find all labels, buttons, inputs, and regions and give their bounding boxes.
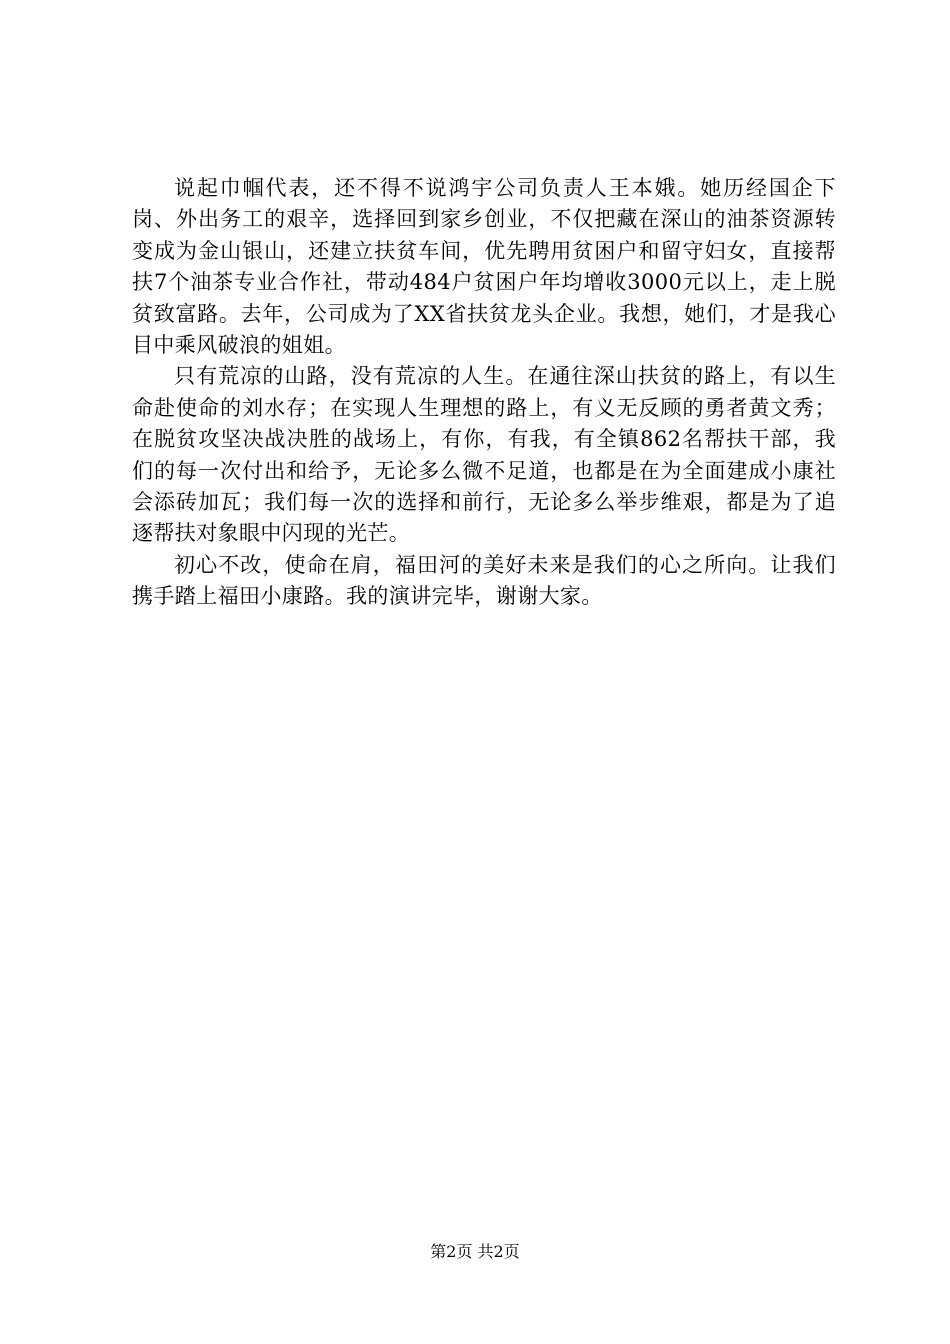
page-number-footer: 第2页 共2页 (430, 1242, 520, 1261)
paragraph-1: 说起巾帼代表，还不得不说鸿宇公司负责人王本娥。她历经国企下岗、外出务工的艰辛，选择回到家乡创业，不仅把藏在深山的油茶资源转变成为金山银山，还建立扶贫车间，优先聘用贫困户和留守妇女，直接帮扶7个油茶专业合作社，带动484户贫困户年均增收3000元以上，走上脱贫致富路。去年，公司成为了XX省扶贫龙头企业。我想，她们，才是我心目中乘风破浪的姐姐。 (132, 176, 836, 358)
document-body (132, 173, 836, 613)
paragraph-3: 初心不改，使命在肩，福田河的美好未来是我们的心之所向。让我们携手踏上福田小康路。我的演讲完毕，谢谢大家。 (132, 552, 836, 609)
paragraph-2: 只有荒凉的山路，没有荒凉的人生。在通往深山扶贫的路上，有以生命赴使命的刘水存；在实现人生理想的路上，有义无反顾的勇者黄文秀；在脱贫攻坚决战决胜的战场上，有你，有我，有全镇862名帮扶干部，我们的每一次付出和给予，无论多么微不足道，也都是在为全面建成小康社会添砖加瓦；我们每一次的选择和前行，无论多么举步维艰，都是为了追逐帮扶对象眼中闪现的光芒。 (132, 364, 836, 546)
